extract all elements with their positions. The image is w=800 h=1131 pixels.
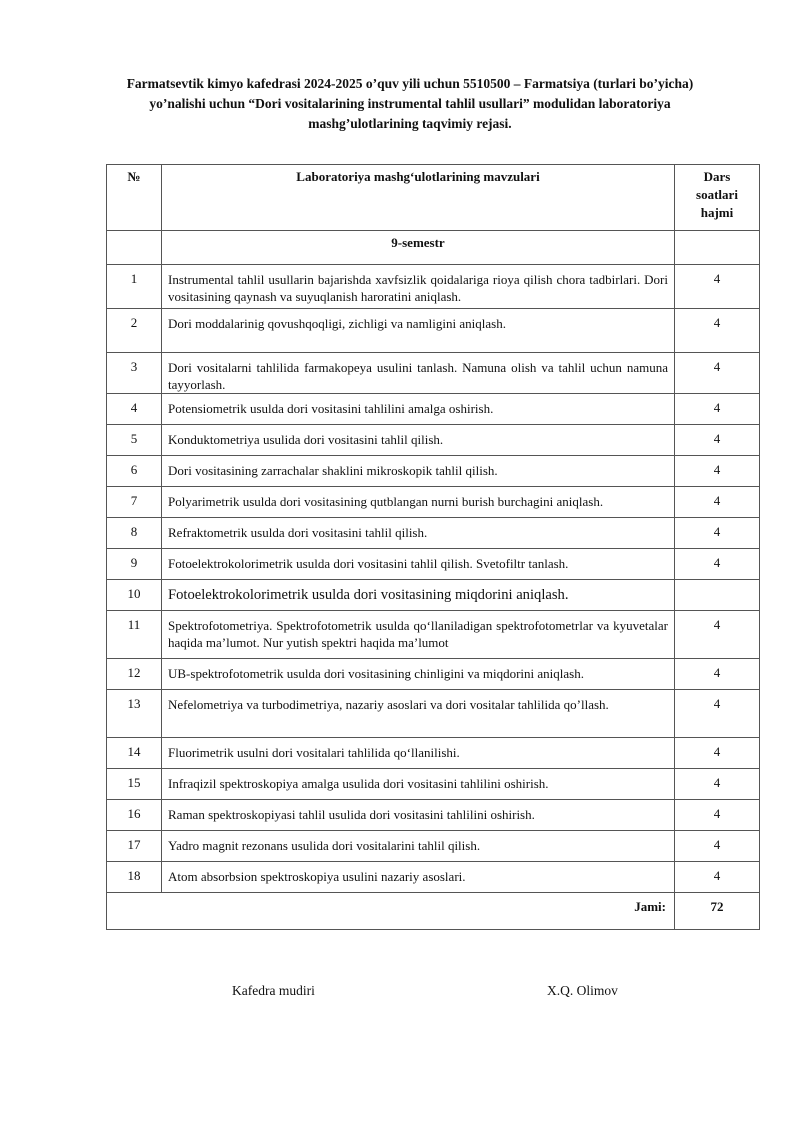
- row-topic: Potensiometrik usulda dori vositasini tahlilini amalga oshirish.: [162, 394, 675, 425]
- table-row: [107, 738, 760, 769]
- row-topic: Refraktometrik usulda dori vositasini tahlil qilish.: [162, 518, 675, 549]
- row-number: 15: [107, 769, 162, 800]
- row-number: 17: [107, 831, 162, 862]
- row-topic: Fotoelektrokolorimetrik usulda dori vositasining miqdorini aniqlash.: [162, 580, 675, 611]
- row-hours: 4: [675, 862, 760, 893]
- row-topic: UB-spektrofotometrik usulda dori vositasining chinligini va miqdorini aniqlash.: [162, 659, 675, 690]
- row-topic: Raman spektroskopiyasi tahlil usulida dori vositasini tahlilini oshirish.: [162, 800, 675, 831]
- table-row: [107, 456, 760, 487]
- row-number: 12: [107, 659, 162, 690]
- table-row: [107, 862, 760, 893]
- row-hours: 4: [675, 394, 760, 425]
- row-hours: 4: [675, 353, 760, 394]
- row-number: 7: [107, 487, 162, 518]
- semester-row: [107, 231, 760, 265]
- table-row: [107, 549, 760, 580]
- row-hours: 4: [675, 549, 760, 580]
- table-row: [107, 309, 760, 353]
- table-row: [107, 353, 760, 394]
- row-topic: Atom absorbsion spektroskopiya usulini nazariy asoslari.: [162, 862, 675, 893]
- header-hours-line: Dars: [703, 169, 731, 184]
- row-topic: Infraqizil spektroskopiya amalga usulida dori vositasini tahlilini oshirish.: [162, 769, 675, 800]
- header-hours: [675, 165, 760, 231]
- document-title: [100, 74, 720, 134]
- row-topic: Nefelometriya va turbodimetriya, nazariy asoslari va dori vositalar tahlilida qo’llash.: [162, 690, 675, 738]
- header-hours-line: soatlari: [696, 187, 738, 202]
- row-hours: 4: [675, 309, 760, 353]
- row-number: 13: [107, 690, 162, 738]
- table-row: [107, 831, 760, 862]
- table-row: [107, 690, 760, 738]
- title-line: mashg’ulotlarining taqvimiy rejasi.: [308, 116, 512, 131]
- semester-label: 9-semestr: [162, 231, 675, 265]
- row-topic: Instrumental tahlil usullarin bajarishda xavfsizlik qoidalariga rioya qilish chora tadbirlari. Dori vositasining qaynash va suyuqlanish haroratini aniqlash.: [162, 265, 675, 309]
- row-hours: 4: [675, 831, 760, 862]
- row-number: 9: [107, 549, 162, 580]
- table-row: [107, 518, 760, 549]
- row-number: 3: [107, 353, 162, 394]
- row-topic: Fluorimetrik usulni dori vositalari tahlilida qo‘llanilishi.: [162, 738, 675, 769]
- header-hours-line: hajmi: [700, 205, 734, 220]
- row-hours: 4: [675, 690, 760, 738]
- title-line: Farmatsevtik kimyo kafedrasi 2024-2025 o’quv yili uchun 5510500 – Farmatsiya (turlari bo’yicha): [126, 76, 694, 91]
- signature-position: Kafedra mudiri: [232, 983, 315, 998]
- table-row: [107, 580, 760, 611]
- total-value: 72: [675, 893, 760, 930]
- table-row: [107, 425, 760, 456]
- row-hours: 4: [675, 456, 760, 487]
- row-hours: 4: [675, 800, 760, 831]
- table-row: [107, 265, 760, 309]
- title-line: yo’nalishi uchun “Dori vositalarining instrumental tahlil usullari” modulidan laboratoriya: [149, 96, 671, 111]
- table-row: [107, 769, 760, 800]
- row-number: 6: [107, 456, 162, 487]
- row-number: 4: [107, 394, 162, 425]
- row-number: 14: [107, 738, 162, 769]
- row-hours: 4: [675, 769, 760, 800]
- table-row: [107, 394, 760, 425]
- schedule-table: [106, 164, 760, 930]
- table-row: [107, 487, 760, 518]
- row-topic: Yadro magnit rezonans usulida dori vositalarini tahlil qilish.: [162, 831, 675, 862]
- row-topic: Dori moddalarinig qovushqoqligi, zichligi va namligini aniqlash.: [162, 309, 675, 353]
- table-row: [107, 800, 760, 831]
- row-hours: 4: [675, 738, 760, 769]
- row-topic: Konduktometriya usulida dori vositasini tahlil qilish.: [162, 425, 675, 456]
- row-topic: Fotoelektrokolorimetrik usulda dori vositasini tahlil qilish. Svetofiltr tanlash.: [162, 549, 675, 580]
- row-number: 16: [107, 800, 162, 831]
- total-row: [107, 893, 760, 930]
- row-hours: 4: [675, 659, 760, 690]
- header-number: №: [107, 165, 162, 231]
- row-topic: Dori vositalarni tahlilida farmakopeya usulini tanlash. Namuna olish va tahlil uchun namuna tayyorlash.: [162, 353, 675, 394]
- total-label: Jami:: [107, 893, 675, 930]
- row-hours: 4: [675, 425, 760, 456]
- row-topic: Spektrofotometriya. Spektrofotometrik usulda qo‘llaniladigan spektrofotometrlar va kyuvetalar haqida ma’lumot. Nur yutish spektri haqida ma’lumot: [162, 611, 675, 659]
- row-hours: [675, 580, 760, 611]
- header-topic: Laboratoriya mashg‘ulotlarining mavzulari: [162, 165, 675, 231]
- row-topic: Polyarimetrik usulda dori vositasining qutblangan nurni burish burchagini aniqlash.: [162, 487, 675, 518]
- row-hours: 4: [675, 487, 760, 518]
- row-number: 8: [107, 518, 162, 549]
- row-number: 5: [107, 425, 162, 456]
- row-number: 2: [107, 309, 162, 353]
- signature-name: X.Q. Olimov: [547, 983, 618, 998]
- table-row: [107, 659, 760, 690]
- row-number: 10: [107, 580, 162, 611]
- table-row: [107, 611, 760, 659]
- row-number: 1: [107, 265, 162, 309]
- row-topic: Dori vositasining zarrachalar shaklini mikroskopik tahlil qilish.: [162, 456, 675, 487]
- row-number: 11: [107, 611, 162, 659]
- row-number: 18: [107, 862, 162, 893]
- row-hours: 4: [675, 611, 760, 659]
- row-hours: 4: [675, 265, 760, 309]
- row-hours: 4: [675, 518, 760, 549]
